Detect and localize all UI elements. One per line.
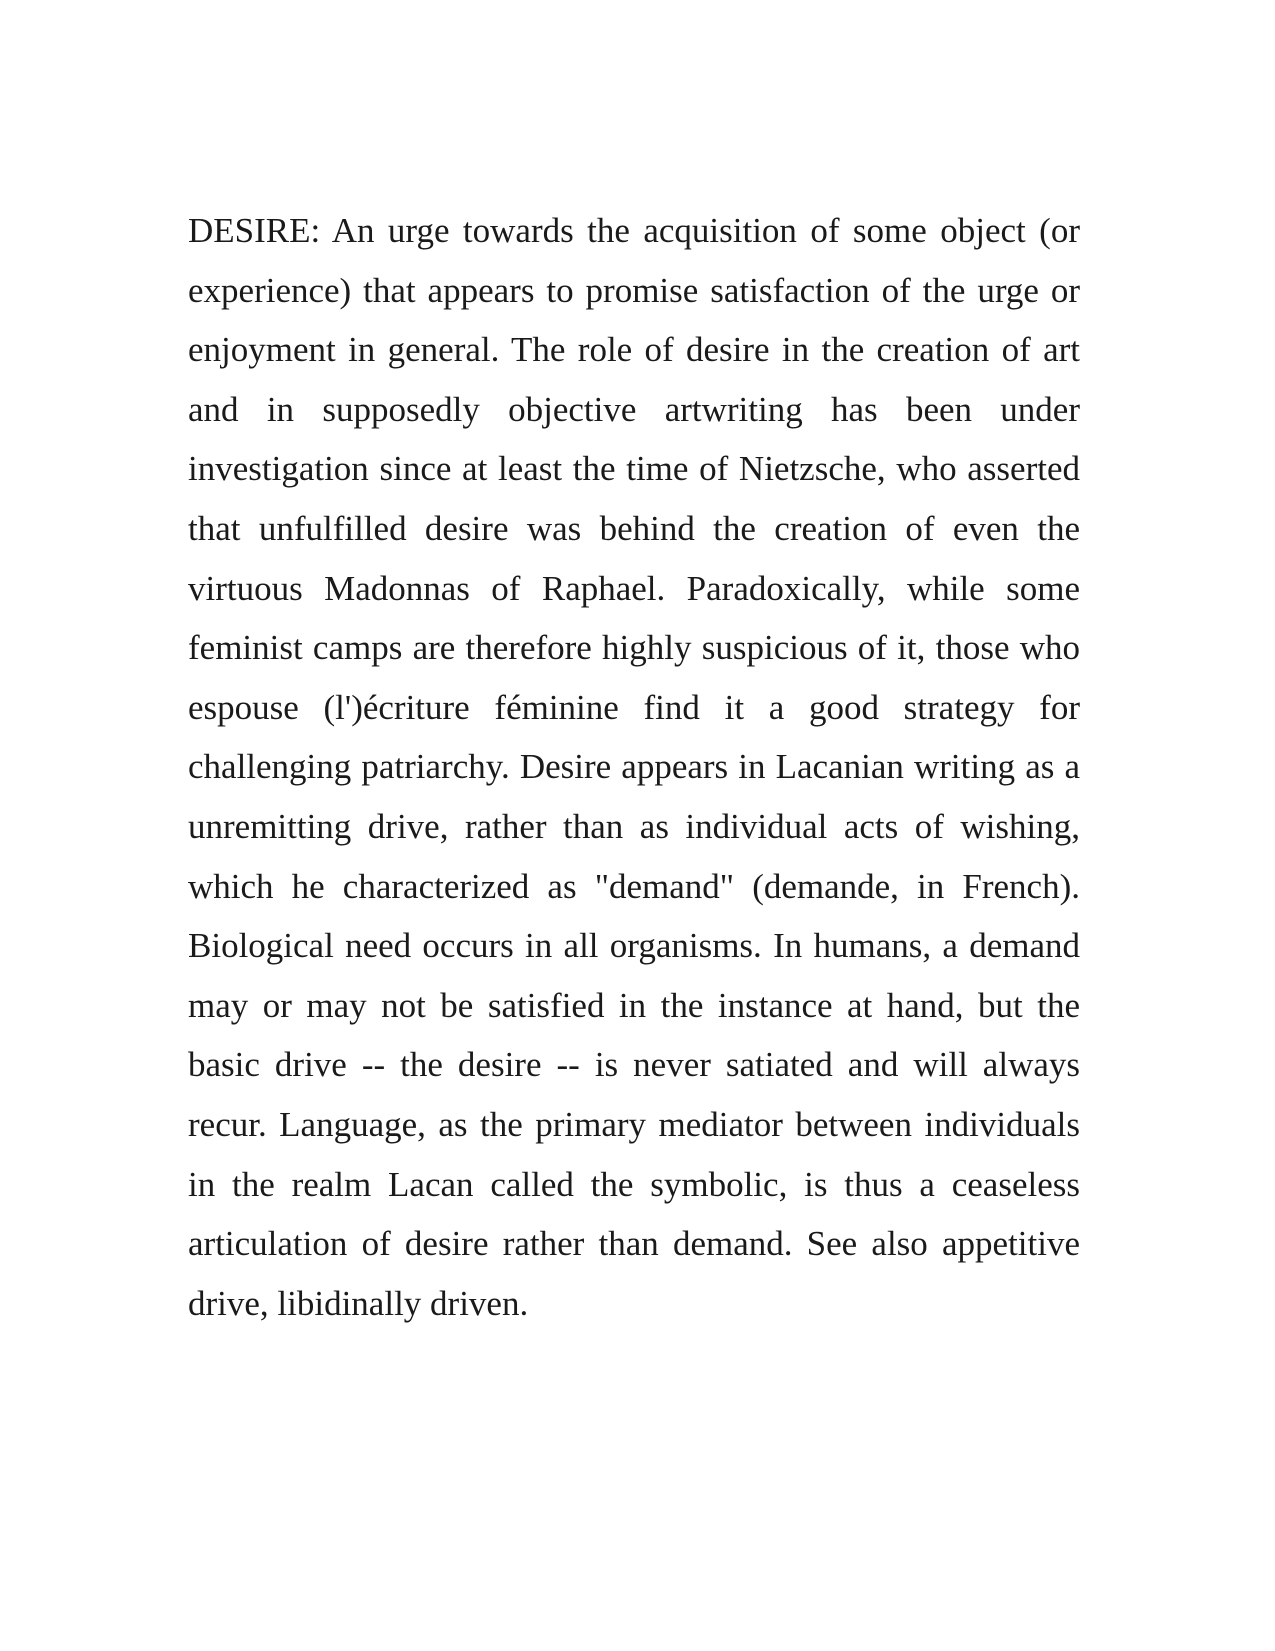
glossary-entry-desire: DESIRE: An urge towards the acquisition of some object (or experience) that appears to promise satisfaction of the urge or enjoyment in general. The role of desire in the creation of art and in supposedly objective artwriting has been under investigation since at least the time of Nietzsche, who asserted that unfulfilled desire was behind the creation of even the virtuous Madonnas of Raphael. Paradoxically, while some feminist camps are therefore highly suspicious of it, those who espouse (l')écriture féminine find it a good strategy for challenging patriarchy. Desire appears in Lacanian writing as a unremitting drive, rather than as individual acts of wishing, which he characterized as "demand" (demande, in French). Biological need occurs in all organisms. In humans, a demand may or may not be satisfied in the instance at hand, but the basic drive -- the desire -- is never satiated and will always recur. Language, as the primary mediator between individuals in the realm Lacan called the symbolic, is thus a ceaseless articulation of desire rather than demand. See also appetitive drive, libidinally driven.: [188, 211, 1080, 1323]
